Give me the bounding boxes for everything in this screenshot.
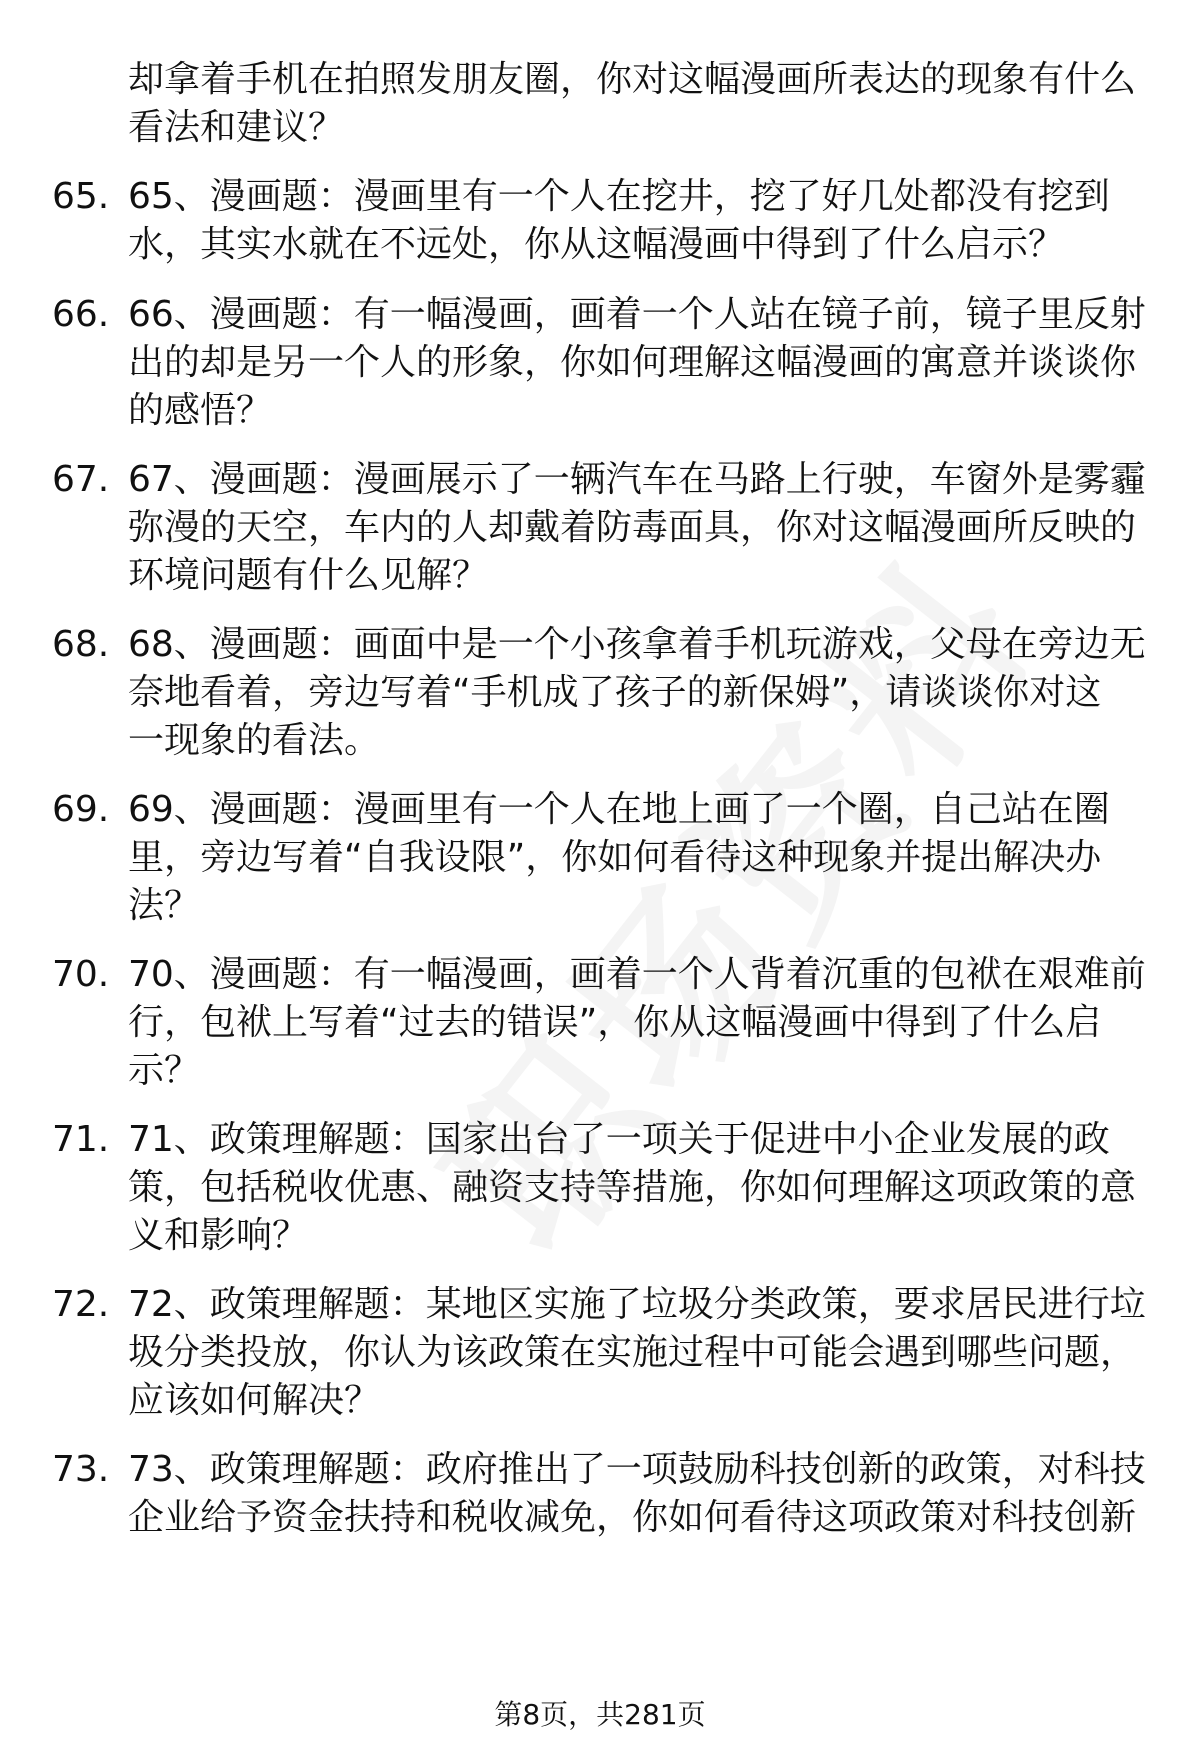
item-line: 69、漫画题：漫画里有一个人在地上画了一个圈，自己站在圈 xyxy=(128,789,1110,830)
item-line: 71、政策理解题：国家出台了一项关于促进中小企业发展的政 xyxy=(128,1119,1110,1160)
item-number: 69. xyxy=(52,789,110,830)
item-line: 的感悟？ xyxy=(128,390,273,431)
item-line: 出的却是另一个人的形象，你如何理解这幅漫画的寓意并谈谈你 xyxy=(128,342,1137,383)
intro-line: 却拿着手机在拍照发朋友圈，你对这幅漫画所表达的现象有什么 xyxy=(128,59,1137,100)
item-line: 义和影响？ xyxy=(128,1215,309,1256)
item-line: 弥漫的天空，车内的人却戴着防毒面具，你对这幅漫画所反映的 xyxy=(128,507,1137,548)
item-line: 水，其实水就在不远处，你从这幅漫画中得到了什么启示？ xyxy=(128,224,1065,265)
item-line: 策，包括税收优惠、融资支持等措施，你如何理解这项政策的意 xyxy=(128,1167,1137,1208)
item-line: 圾分类投放，你认为该政策在实施过程中可能会遇到哪些问题， xyxy=(128,1332,1137,1373)
item-line: 68、漫画题：画面中是一个小孩拿着手机玩游戏，父母在旁边无 xyxy=(128,624,1146,665)
item-line: 65、漫画题：漫画里有一个人在挖井，挖了好几处都没有挖到 xyxy=(128,176,1110,217)
item-line: 70、漫画题：有一幅漫画，画着一个人背着沉重的包袱在艰难前 xyxy=(128,954,1146,995)
item-line: 示？ xyxy=(128,1050,201,1091)
item-line: 72、政策理解题：某地区实施了垃圾分类政策，要求居民进行垃 xyxy=(128,1284,1146,1325)
intro-line: 看法和建议？ xyxy=(128,107,345,148)
item-number: 67. xyxy=(52,459,110,500)
item-number: 73. xyxy=(52,1449,110,1490)
item-number: 72. xyxy=(52,1284,110,1325)
item-line: 73、政策理解题：政府推出了一项鼓励科技创新的政策，对科技 xyxy=(128,1449,1146,1490)
item-number: 70. xyxy=(52,954,110,995)
item-line: 67、漫画题：漫画展示了一辆汽车在马路上行驶，车窗外是雾霾 xyxy=(128,459,1146,500)
page-footer: 第8页，共281页 xyxy=(494,1698,706,1731)
item-number: 71. xyxy=(52,1119,110,1160)
item-number: 66. xyxy=(52,294,110,335)
item-number: 65. xyxy=(52,176,110,217)
item-line: 环境问题有什么见解？ xyxy=(128,555,489,596)
item-line: 企业给予资金扶持和税收减免，你如何看待这项政策对科技创新 xyxy=(128,1497,1137,1538)
item-line: 应该如何解决？ xyxy=(128,1380,381,1421)
item-line: 法？ xyxy=(128,885,201,926)
item-line: 一现象的看法。 xyxy=(128,720,381,761)
item-line: 行，包袱上写着“过去的错误”，你从这幅漫画中得到了什么启 xyxy=(128,1002,1102,1043)
item-line: 奈地看着，旁边写着“手机成了孩子的新保姆”，请谈谈你对这 xyxy=(128,672,1102,713)
item-number: 68. xyxy=(52,624,110,665)
item-line: 里，旁边写着“自我设限”，你如何看待这种现象并提出解决办 xyxy=(128,837,1102,878)
item-line: 66、漫画题：有一幅漫画，画着一个人站在镜子前，镜子里反射 xyxy=(128,294,1146,335)
